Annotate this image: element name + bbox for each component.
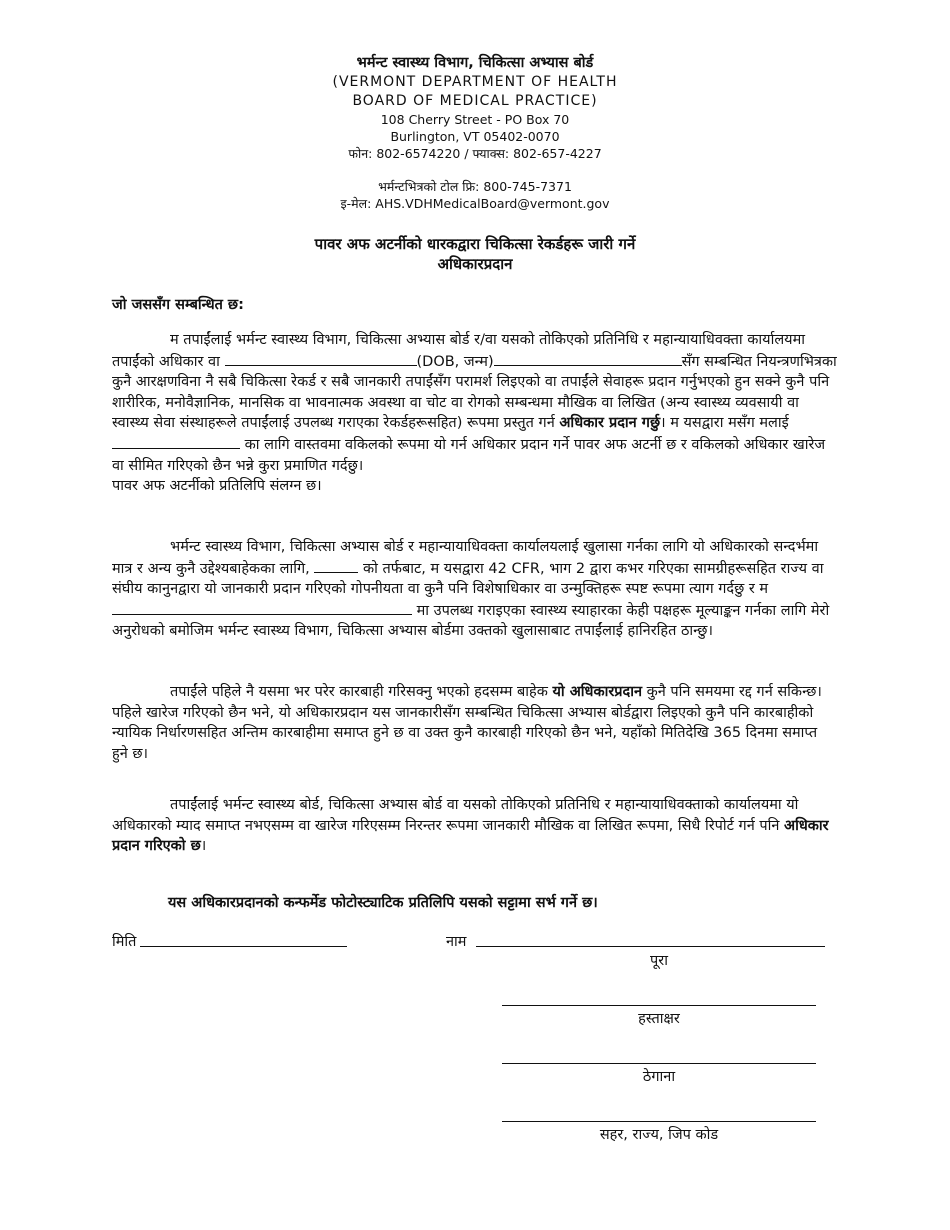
signature-line[interactable] (502, 1005, 816, 1006)
authorize-bold-text: अधिकार प्रदान गर्छु (559, 415, 661, 432)
photocopy-note: यस अधिकारप्रदानको कन्फर्मेड फोटोस्ट्याटिक प्रतिलिपि यसको सट्टामा सर्भ गर्ने छ। (168, 895, 598, 911)
authorization-bold-text: यो अधिकारप्रदान (552, 684, 643, 700)
city-state-zip-line[interactable] (502, 1121, 816, 1122)
name-label: नाम (446, 934, 467, 950)
department-title: भर्मन्ट स्वास्थ्य विभाग, चिकित्सा अभ्यास बोर्ड (356, 55, 594, 71)
address-line[interactable] (502, 1063, 816, 1064)
email-address: इ-मेल: AHS.VDHMedicalBoard@vermont.gov (340, 196, 610, 211)
salutation: जो जससँग सम्बन्धित छ: (112, 297, 244, 313)
dob-blank[interactable] (494, 351, 682, 366)
toll-free-number: भर्मन्टभित्रको टोल फ्रि: 800-745-7371 (378, 179, 572, 194)
provider-blank[interactable] (112, 600, 412, 615)
department-title-english-1: (VERMONT DEPARTMENT OF HEALTH (332, 74, 618, 90)
letterhead (0, 54, 950, 212)
name-blank[interactable] (225, 351, 417, 366)
paragraph-revocation: तपाईंले पहिले नै यसमा भर परेर कारबाही गरिसक्नु भएको हदसम्म बाहेक यो अधिकारप्रदान कुनै पनि समयमा रद्द गर्न सकिन्छ। पहिले खारेज गरिएको छैन भने, यो अधिकारप्रदान यस जानकारीसँग सम्बन्धित चिकित्सा अभ्यास बोर्डद्वारा लिइएको कुनै पनि कारबाहीको न्यायिक निर्धारणसहित अन्तिम कारबाहीमा समाप्त हुने छ वा उक्त कुनै कारबाही गरिएको छैन भने, यहाँको मितिदेखि 365 दिनमा समाप्त हुने छ। (112, 684, 822, 762)
address-caption: ठेगाना (642, 1069, 676, 1085)
on-behalf-blank[interactable] (314, 558, 358, 573)
name-line[interactable] (476, 946, 825, 947)
document-title-line-2: अधिकारप्रदान (437, 255, 513, 273)
city-address: Burlington, VT 05402-0070 (390, 129, 560, 144)
department-title-english-2: BOARD OF MEDICAL PRACTICE) (352, 93, 598, 109)
paragraph-reporting: तपाईंलाई भर्मन्ट स्वास्थ्य बोर्ड, चिकित्सा अभ्यास बोर्ड वा यसको तोकिएको प्रतिनिधि र महान्यायाधिवक्ताको कार्यालयमा यो अधिकारको म्याद समाप्त नभएसम्म वा खारेज गरिएसम्म निरन्तर रूपमा जानकारी मौखिक वा लिखित रूपमा, सिधै रिपोर्ट गर्न पनि अधिकार प्रदान गरिएको छ। (112, 797, 829, 855)
date-label: मिति (112, 934, 137, 950)
paragraph-waiver: भर्मन्ट स्वास्थ्य विभाग, चिकित्सा अभ्यास बोर्ड र महान्यायाधिवक्ता कार्यालयलाई खुलासा गर्नका लागि यो अधिकारको सन्दर्भमा मात्र र अन्य कुनै उद्देश्यबाहेकका लागि, को तर्फबाट, म यसद्वारा 42 CFR, भाग 2 द्वारा कभर गरिएका सामग्रीहरूसहित राज्य वा संघीय कानुनद्वारा यो जानकारी प्रदान गरिएको गोपनीयता वा कुनै पनि विशेषाधिकार वा उन्मुक्तिहरू स्पष्ट रूपमा त्याग गर्दछु र म मा उपलब्ध गराइएका स्वास्थ्य स्याहारका केही पक्षहरू मूल्याङ्कन गर्नका लागि मेरो अनुरोधको बमोजिम भर्मन्ट स्वास्थ्य विभाग, चिकित्सा अभ्यास बोर्डमा उक्तको खुलासाबाट तपाईंलाई हानिरहित ठान्छु। (112, 539, 830, 640)
date-line[interactable] (140, 946, 347, 947)
phone-fax: फोन: 802-6574220 / फ्याक्स: 802-657-4227 (348, 146, 602, 161)
street-address: 108 Cherry Street - PO Box 70 (380, 112, 570, 127)
poa-attached-note: पावर अफ अटर्नीको प्रतिलिपि संलग्न छ। (112, 478, 322, 495)
document-title-line-1: पावर अफ अटर्नीको धारकद्वारा चिकित्सा रेकर्डहरू जारी गर्ने (314, 235, 636, 253)
signature-caption: हस्ताक्षर (638, 1011, 680, 1027)
authorized-bold-text: अधिकार प्रदान गरिएको छ (112, 817, 829, 855)
city-state-zip-caption: सहर, राज्य, जिप कोड (599, 1127, 719, 1143)
attorney-for-blank[interactable] (112, 434, 240, 449)
document-title (0, 234, 950, 274)
paragraph-authorization: म तपाईंलाई भर्मन्ट स्वास्थ्य विभाग, चिकित्सा अभ्यास बोर्ड र/वा यसको तोकिएको प्रतिनिधि र महान्यायाधिवक्ता कार्यालयमा तपाईंको अधिकार वा (DOB, जन्म) सँग सम्बन्धित नियन्त्रणभित्रका कुनै आरक्षणविना नै सबै चिकित्सा रेकर्ड र सबै जानकारी तपाईंसँग परामर्श लिइएको वा तपाईंले सेवाहरू प्रदान गर्नुभएको हुन सक्ने कुनै पनि शारीरिक, मनोवैज्ञानिक, मानसिक वा भावनात्मक अवस्था वा चोट वा रोगको सम्बन्धमा मौखिक वा लिखित (अन्य स्वास्थ्य व्यवसायी वा स्वास्थ्य सेवा संस्थाहरूले तपाईंलाई उपलब्ध गराएका रेकर्डहरूसहित) रूपमा प्रस्तुत गर्न अधिकार प्रदान गर्छु। म यसद्वारा मसँग मलाई का लागि वास्तवमा वकिलको रूपमा यो गर्न अधिकार प्रदान गर्ने पावर अफ अटर्नी छ र वकिलको अधिकार खारेज वा सीमित गरिएको छैन भन्ने कुरा प्रमाणित गर्दछु। पावर अफ अटर्नीको प्रतिलिपि संलग्न छ। (112, 332, 837, 495)
full-name-caption: पूरा (650, 953, 668, 969)
